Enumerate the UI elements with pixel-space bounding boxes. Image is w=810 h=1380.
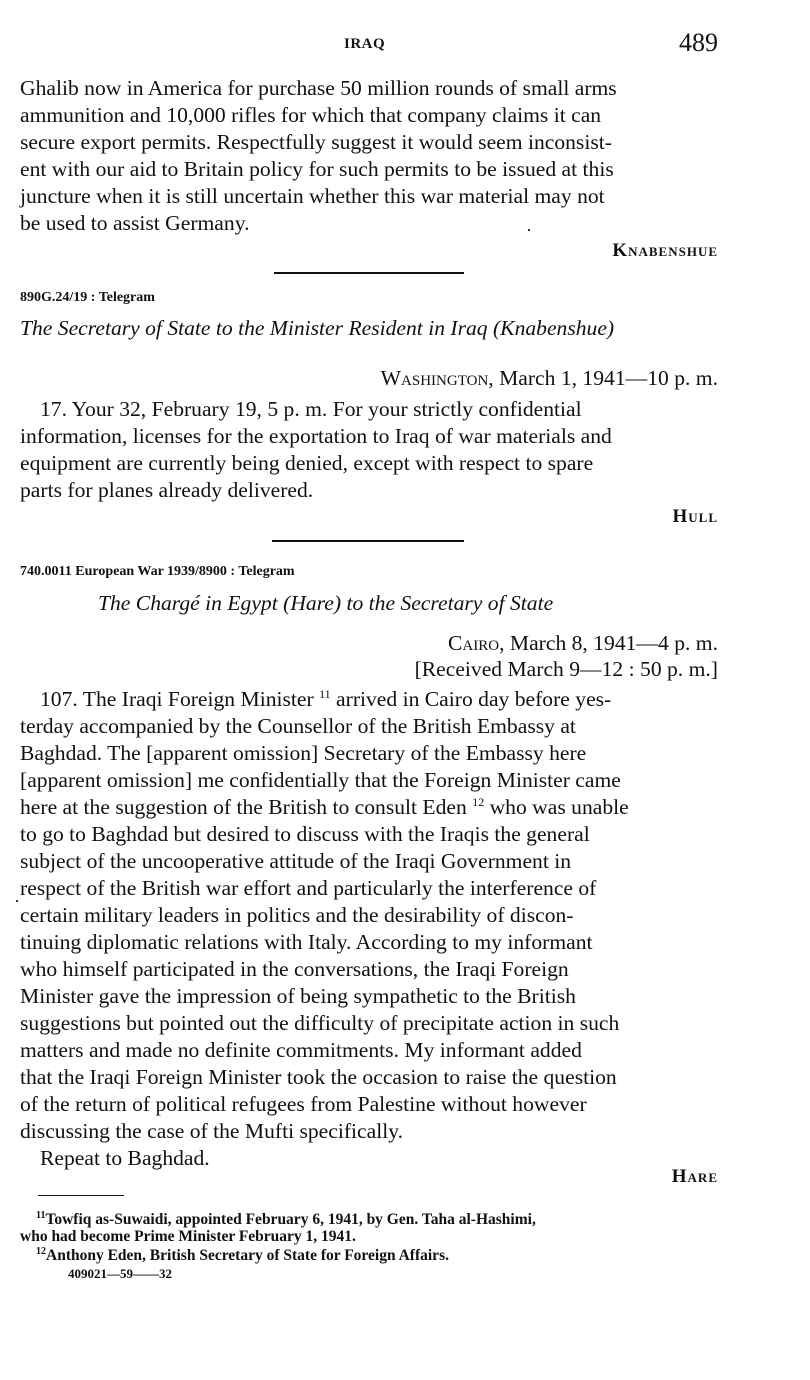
- footnote-number: 11: [36, 1210, 46, 1221]
- footnote-text: Anthony Eden, British Secretary of State for Foreign Affairs.: [46, 1247, 449, 1265]
- footnote-line: [20, 1243, 718, 1264]
- text-run: who was unable: [484, 795, 629, 819]
- ink-speck: [16, 900, 18, 902]
- section-divider: [272, 540, 464, 542]
- repeat-line: Repeat to Baghdad.: [40, 1146, 210, 1170]
- text-line: Minister gave the impression of being sympathetic to the British: [20, 984, 576, 1008]
- footnote-line: who had become Prime Minister February 1, 1941.: [20, 1228, 356, 1246]
- text-line: suggestions but pointed out the difficulty of precipitate action in such: [20, 1011, 620, 1035]
- text-line: equipment are currently being denied, except with respect to spare: [20, 451, 594, 475]
- received-note: [Received March 9—12 : 50 p. m.]: [414, 657, 718, 681]
- telegram-body: [20, 396, 718, 504]
- text-run: arrived in Cairo day before yes-: [330, 687, 612, 711]
- text-line: [20, 794, 718, 821]
- document-id: 890G.24/19 : Telegram: [20, 290, 155, 305]
- signature-hull: Hull: [672, 506, 718, 527]
- text-run: 107. The Iraqi Foreign Minister: [40, 687, 320, 711]
- document-id: 740.0011 European War 1939/8900 : Telegram: [20, 564, 295, 579]
- dateline: [381, 366, 718, 391]
- text-line: be used to assist Germany.: [20, 211, 250, 235]
- text-line: certain military leaders in politics and the desirability of discon-: [20, 903, 574, 927]
- dateline-place: Washington,: [380, 366, 494, 390]
- print-code: 409021—59——32: [68, 1266, 172, 1281]
- dateline-place: Cairo,: [448, 631, 505, 655]
- text-line: ent with our aid to Britain policy for such permits to be issued at this: [20, 157, 614, 181]
- signature-knabenshue: Knabenshue: [612, 240, 718, 261]
- text-line: information, licenses for the exportation to Iraq of war materials and: [20, 424, 612, 448]
- document-title: The Secretary of State to the Minister Resident in Iraq (Knabenshue): [20, 316, 615, 340]
- text-line: secure export permits. Respectfully suggest it would seem inconsist-: [20, 130, 612, 154]
- page-header: [0, 28, 810, 64]
- text-line: Ghalib now in America for purchase 50 million rounds of small arms: [20, 76, 617, 100]
- text-line: [apparent omission] me confidentially that the Foreign Minister came: [20, 768, 621, 792]
- text-line: subject of the uncooperative attitude of the Iraqi Government in: [20, 849, 572, 873]
- footnote-12: [20, 1243, 718, 1264]
- text-line: discussing the case of the Mufti specifically.: [20, 1119, 403, 1143]
- continuation-paragraph: [20, 75, 718, 237]
- document-title: The Chargé in Egypt (Hare) to the Secretary of State: [98, 591, 554, 615]
- text-line: ammunition and 10,000 rifles for which that company claims it can: [20, 103, 602, 127]
- footnote-divider: [38, 1195, 124, 1196]
- text-line: [20, 686, 718, 713]
- text-line: that the Iraqi Foreign Minister took the occasion to raise the question: [20, 1065, 617, 1089]
- page-number: 489: [679, 28, 718, 57]
- telegram-body: [20, 686, 718, 1172]
- text-run: here at the suggestion of the British to consult Eden: [20, 795, 473, 819]
- ink-speck: [528, 229, 530, 231]
- text-line: matters and made no definite commitments. My informant added: [20, 1038, 582, 1062]
- footnote-number: 12: [36, 1246, 46, 1257]
- footnote-11: [20, 1207, 718, 1245]
- text-line: 17. Your 32, February 19, 5 p. m. For your strictly confidential: [40, 397, 582, 421]
- footnote-ref: 12: [472, 794, 485, 809]
- signature-hare: Hare: [671, 1166, 718, 1187]
- footnote-ref: 11: [319, 686, 331, 701]
- dateline-date: March 1, 1941—10 p. m.: [493, 366, 718, 390]
- text-line: Baghdad. The [apparent omission] Secretary of the Embassy here: [20, 741, 587, 765]
- text-line: who himself participated in the conversations, the Iraqi Foreign: [20, 957, 569, 981]
- text-line: of the return of political refugees from Palestine without however: [20, 1092, 587, 1116]
- footnote-line: [20, 1207, 718, 1228]
- dateline-date: March 8, 1941—4 p. m.: [504, 631, 718, 655]
- footnote-text: Towfiq as-Suwaidi, appointed February 6, 1941, by Gen. Taha al-Hashimi,: [45, 1211, 536, 1229]
- text-line: parts for planes already delivered.: [20, 478, 314, 502]
- text-line: juncture when it is still uncertain whether this war material may not: [20, 184, 605, 208]
- text-line: respect of the British war effort and particularly the interference of: [20, 876, 597, 900]
- section-divider: [274, 272, 464, 274]
- running-head: IRAQ: [344, 36, 386, 52]
- text-line: to go to Baghdad but desired to discuss with the Iraqis the general: [20, 822, 590, 846]
- text-line: tinuing diplomatic relations with Italy. According to my informant: [20, 930, 593, 954]
- dateline: [448, 631, 718, 656]
- text-line: terday accompanied by the Counsellor of the British Embassy at: [20, 714, 576, 738]
